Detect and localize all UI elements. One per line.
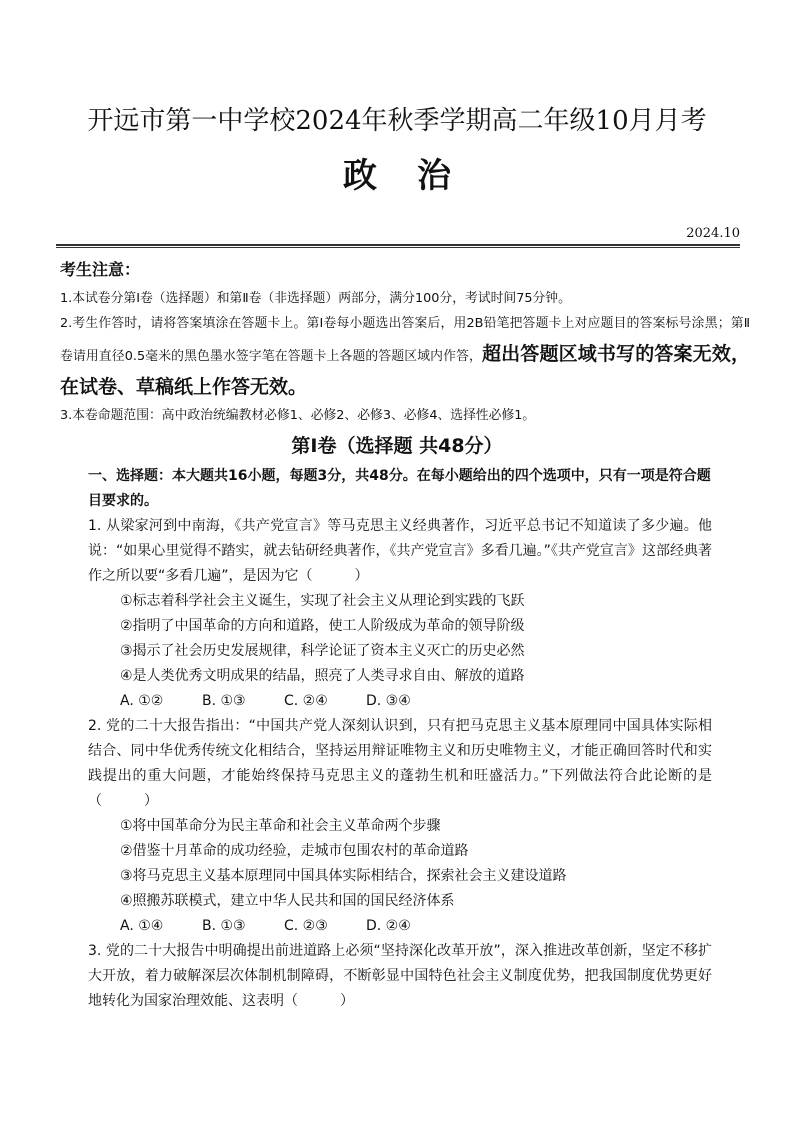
question-option: ②指明了中国革命的方向和道路，使工人阶级成为革命的领导阶级 <box>120 618 525 634</box>
question-option: ①标志着科学社会主义诞生，实现了社会主义从理论到实践的飞跃 <box>120 593 525 609</box>
question-2 <box>88 714 712 939</box>
notice-item-2 <box>60 309 750 405</box>
question-1 <box>88 514 712 714</box>
notice-item-3: 3.本卷命题范围：高中政治统编教材必修1、必修2、必修3、必修4、选择性必修1。 <box>60 408 536 423</box>
section-title: 第Ⅰ卷（选择题 共48分） <box>291 435 503 457</box>
choice-b: B. ①③ <box>202 693 246 709</box>
choice-d: D. ③④ <box>366 693 411 709</box>
question-stem: 1. 从梁家河到中南海，《共产党宣言》等马克思主义经典著作，习近平总书记不知道读了多少遍。他说：“如果心里觉得不踏实，就去钻研经典著作，《共产党宣言》多看几遍。”《共产党宣言》这部经典著作之所以要“多看几遍”，是因为它（ ） <box>88 518 712 584</box>
header-divider-thick <box>56 244 740 246</box>
section-instructions: 一、选择题：本大题共16小题，每题3分，共48分。在每小题给出的四个选项中，只有一项是符合题目要求的。 <box>88 468 711 509</box>
question-option: ③揭示了社会历史发展规律，科学论证了资本主义灭亡的历史必然 <box>120 643 525 659</box>
question-stem: 3. 党的二十大报告中明确提出前进道路上必须“坚持深化改革开放”，深入推进改革创新，坚定不移扩大开放，着力破解深层次体制机制障碍，不断彰显中国特色社会主义制度优势，把我国制度优势更好地转化为国家治理效能、这表明（ ） <box>88 943 712 1009</box>
question-option: ②借鉴十月革命的成功经验，走城市包围农村的革命道路 <box>120 843 469 859</box>
choice-c: C. ②④ <box>284 693 328 709</box>
questions-area <box>88 464 712 1014</box>
notice-title: 考生注意： <box>60 260 141 279</box>
choice-a: A. ①④ <box>120 918 164 934</box>
answer-choices <box>88 689 712 714</box>
choice-b: B. ①③ <box>202 918 246 934</box>
notice-item-1: 1.本试卷分第Ⅰ卷（选择题）和第Ⅱ卷（非选择题）两部分，满分100分，考试时间75分钟。 <box>60 291 571 306</box>
header-divider-thin <box>56 247 740 248</box>
question-option: ④是人类优秀文明成果的结晶，照亮了人类寻求自由、解放的道路 <box>120 668 525 684</box>
subject-char-2: 治 <box>417 156 451 196</box>
exam-date: 2024.10 <box>686 226 740 241</box>
question-option: ④照搬苏联模式，建立中华人民共和国的国民经济体系 <box>120 893 455 909</box>
answer-choices <box>88 914 712 939</box>
question-stem: 2. 党的二十大报告指出：“中国共产党人深刻认识到，只有把马克思主义基本原理同中国具体实际相结合、同中华优秀传统文化相结合，坚持运用辩证唯物主义和历史唯物主义，才能正确回答时代和实践提出的重大问题，才能始终保持马克思主义的蓬勃生机和旺盛活力。”下列做法符合此论断的是（ ） <box>88 718 712 809</box>
subject-title <box>0 148 794 197</box>
question-option: ③将马克思主义基本原理同中国具体实际相结合，探索社会主义建设道路 <box>120 868 567 884</box>
candidate-notice <box>60 258 750 426</box>
subject-char-1: 政 <box>343 156 377 196</box>
exam-title: 开远市第一中学校2024年秋季学期高二年级10月月考 <box>87 106 707 136</box>
choice-c: C. ②③ <box>284 918 328 934</box>
notice-item-2-text: 2.考生作答时，请将答案填涂在答题卡上。第Ⅰ卷每小题选出答案后，用2B铅笔把答题卡上对应题目的答案标号涂黑；第Ⅱ卷请用直径0.5毫米的黑色墨水签字笔在答题卡上各题的答题区域内作答， <box>60 316 750 364</box>
question-option: ①将中国革命分为民主革命和社会主义革命两个步骤 <box>120 818 441 834</box>
notice-item-2-emphasis: 超出答题区域书写的答案无效，在试卷、草稿纸上作答无效。 <box>60 343 750 398</box>
choice-d: D. ②④ <box>366 918 411 934</box>
question-3 <box>88 939 712 1014</box>
choice-a: A. ①② <box>120 693 164 709</box>
